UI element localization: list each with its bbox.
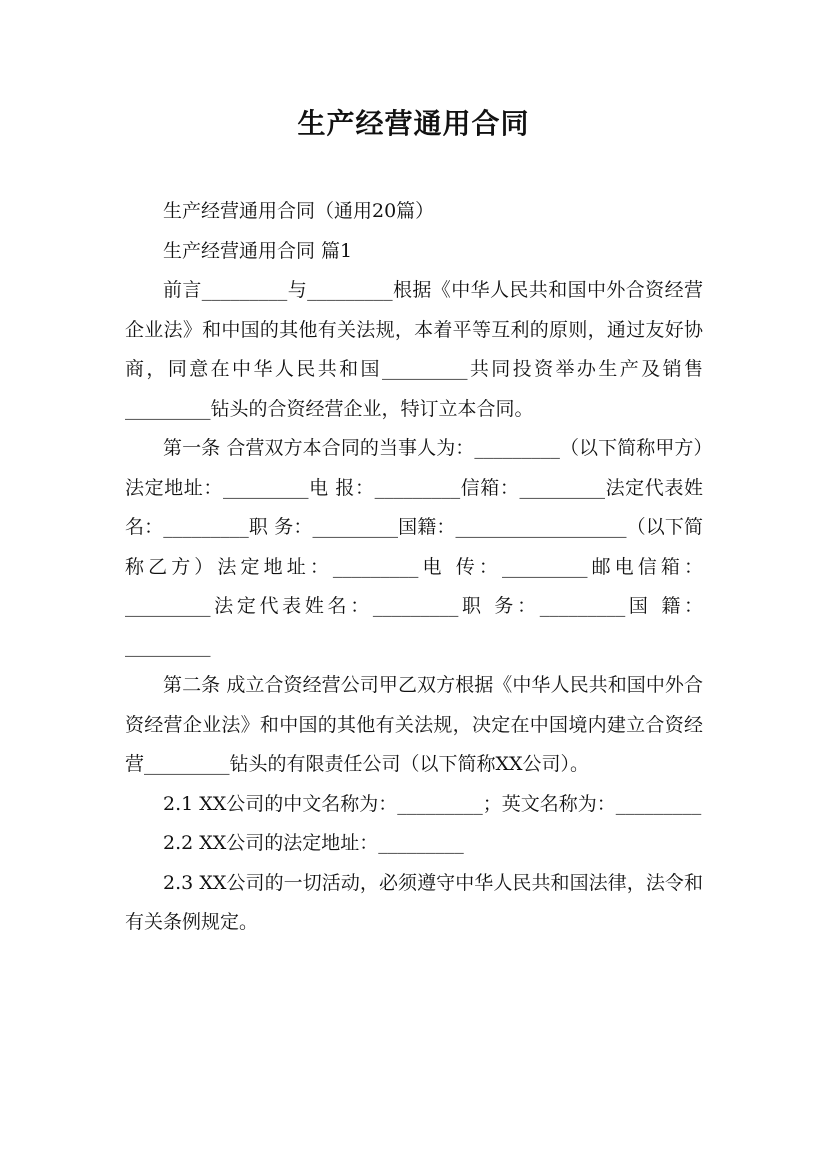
paragraph-clause-2-1: 2.1 XX公司的中文名称为：_________；英文名称为：_________ xyxy=(163,792,702,815)
paragraph-clause-2-2: 2.2 XX公司的法定地址：_________ xyxy=(163,832,464,854)
paragraph-article-1: 第一条 合营双方本合同的当事人为：_________（以下简称甲方）法定地址：_________电 报：_________信箱：_________法定代表姓名：_________职 务：_________国籍：__________________（以下简称乙方）法定地址：_________电 传：_________邮电信箱：_________法定代表姓名：_________职 务：_________国 籍：_________ xyxy=(125,437,703,657)
paragraph-subtitle: 生产经营通用合同（通用20篇） xyxy=(163,200,435,222)
paragraph-article-2: 第二条 成立合资经营公司甲乙双方根据《中华人民共和国中外合资经营企业法》和中国的其他有关法规，决定在中国境内建立合资经营_________钻头的有限责任公司（以下简称XX公司）。 xyxy=(125,674,703,775)
paragraph-clause-2-3: 2.3 XX公司的一切活动，必须遵守中华人民共和国法律，法令和有关条例规定。 xyxy=(125,871,703,933)
paragraph-preface: 前言_________与_________根据《中华人民共和国中外合资经营企业法》和中国的其他有关法规，本着平等互利的原则，通过友好协商，同意在中华人民共和国_________共同投资举办生产及销售_________钻头的合资经营企业，特订立本合同。 xyxy=(125,279,703,420)
document-body xyxy=(125,192,703,943)
document-title: 生产经营通用合同 xyxy=(297,107,530,140)
paragraph-article-heading: 生产经营通用合同 篇1 xyxy=(163,239,353,262)
